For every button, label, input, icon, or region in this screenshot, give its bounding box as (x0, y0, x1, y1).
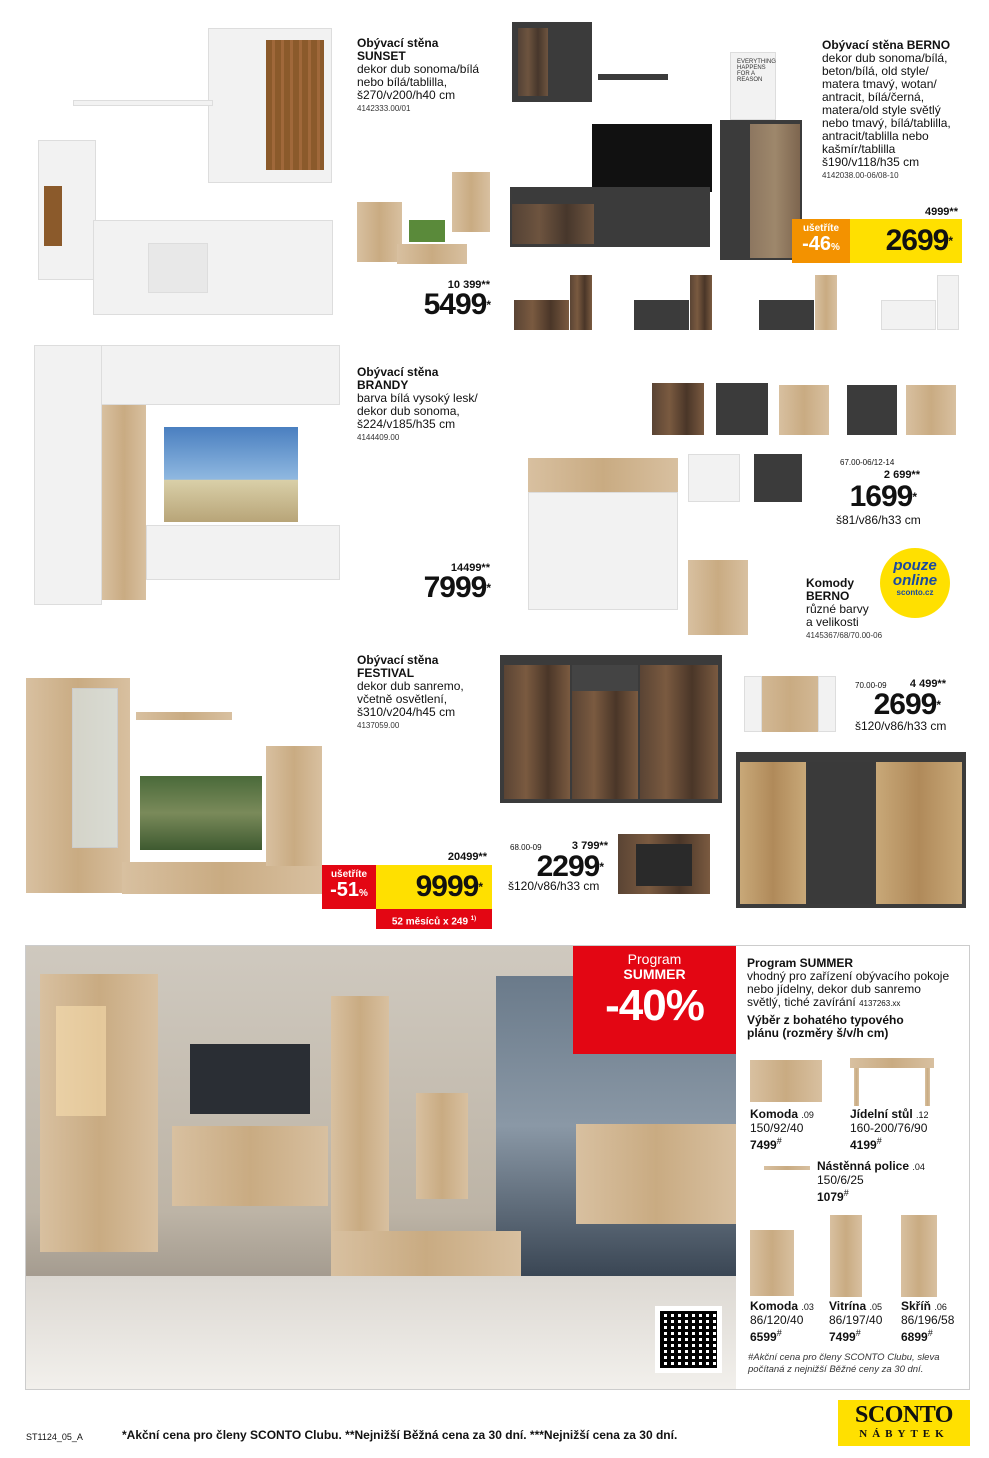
sunset-product-image (38, 28, 338, 318)
summer-komoda-09-image (750, 1060, 822, 1102)
sunset-title: Obývací stěna (357, 36, 439, 50)
summer-item-skrin: Skříň .06 86/196/58 6899# (901, 1299, 955, 1344)
brandy-dims: š224/v185/h35 cm (357, 417, 456, 431)
light-dresser-dims: š120/v86/h33 cm (855, 719, 947, 733)
summer-item-komoda-09: Komoda .09 150/92/40 7499# (750, 1107, 814, 1152)
berno-info (822, 39, 982, 180)
sunset-code: 4142333.00/01 (357, 104, 411, 113)
festival-product-image (26, 672, 326, 902)
light-dresser-code-range: 70.00-09 (855, 681, 887, 690)
komody-code: 4145367/68/70.00-06 (806, 631, 883, 640)
summer-item-dining-table: Jídelní stůl .12 160-200/76/90 4199# (850, 1107, 929, 1152)
sunset-price: 5499* (423, 288, 490, 321)
summer-item-komoda-03: Komoda .03 86/120/40 6599# (750, 1299, 814, 1344)
brandy-price: 7999* (423, 571, 490, 604)
online-badge-line2: online (892, 572, 938, 589)
dark-dresser-price: 2299* (536, 850, 603, 883)
sconto-logo-text: SCONTO (855, 1402, 953, 1428)
brandy-old-price: 14499** (450, 562, 490, 574)
berno-desc-2: beton/bílá, old style/ (822, 64, 929, 78)
brandy-name: BRANDY (357, 378, 409, 392)
festival-code: 4137059.00 (357, 721, 400, 730)
berno-desc-3: matera tmavý, wotan/ (822, 77, 937, 91)
komody-old-price: 2 699** (883, 469, 920, 481)
online-badge-line1: pouze (893, 557, 937, 574)
sunset-name: SUNSET (357, 49, 406, 63)
komody-price: 1699* (849, 480, 916, 513)
komody-dims: š81/v86/h33 cm (836, 513, 921, 527)
summer-subtitle-2: plánu (rozměry š/v/h cm) (747, 1026, 889, 1040)
sunset-desc-2: nebo bílá/tablilla, (357, 75, 448, 89)
berno-title: Obývací stěna BERNO (822, 38, 951, 52)
summer-discount-badge (573, 946, 736, 1054)
summer-badge-line2: SUMMER (623, 966, 686, 982)
berno-desc-1: dekor dub sonoma/bílá, (822, 51, 948, 65)
brandy-desc: barva bílá vysoký lesk/ (357, 391, 478, 405)
berno-variant-thumbnails (514, 270, 964, 336)
sconto-logo-subtext: NÁBYTEK (859, 1428, 949, 1440)
sunset-info (357, 37, 497, 113)
berno-desc-8: kašmír/tablilla (822, 142, 896, 156)
summer-vitrina-image (830, 1215, 862, 1297)
sunset-dims: š270/v200/h40 cm (357, 88, 456, 102)
komody-code-range: 67.00-06/12-14 (840, 458, 895, 467)
brandy-desc-2: dekor dub sonoma, (357, 404, 460, 418)
berno-old-price: 4999** (924, 206, 958, 218)
festival-name: FESTIVAL (357, 666, 415, 680)
brandy-info (357, 366, 507, 442)
berno-desc-6: nebo tmavý, bílá/tablilla, (822, 116, 951, 130)
summer-title: Program SUMMER (747, 956, 854, 970)
light-dresser-image (736, 752, 966, 912)
summer-item-vitrina: Vitrína .05 86/197/40 7499# (829, 1299, 883, 1344)
berno-save-label: ušetříte (802, 223, 840, 234)
light-dresser-price: 2699* (873, 688, 940, 721)
footer-page-code: ST1124_05_A (26, 1432, 83, 1442)
komody-desc: různé barvy (806, 602, 869, 616)
brandy-title: Obývací stěna (357, 365, 439, 379)
festival-installment: 52 měsíců x 249 $^{1)}$ (376, 909, 492, 929)
festival-save-label: ušetříte (330, 869, 368, 880)
summer-komoda-03-image (750, 1230, 794, 1296)
festival-title: Obývací stěna (357, 653, 439, 667)
summer-dining-table-image (850, 1058, 934, 1106)
summer-badge-pct: -40% (605, 981, 704, 1030)
berno-price: 2699* (850, 219, 962, 263)
light-dresser-old-price: 4 499** (909, 678, 946, 690)
dark-dresser-open-image (618, 834, 710, 896)
summer-skrin-image (901, 1215, 937, 1297)
berno-desc-7: antracit/tablilla nebo (822, 129, 929, 143)
festival-desc: dekor dub sanremo, (357, 679, 464, 693)
brandy-product-image (34, 345, 344, 607)
summer-desc-2: nebo jídelny, dekor dub sanremo (747, 982, 921, 996)
summer-subtitle: Výběr z bohatého typového (747, 1013, 904, 1027)
summer-badge-line1: Program (627, 951, 682, 967)
berno-save-badge (792, 219, 850, 263)
light-dresser-open-image (744, 676, 836, 734)
festival-dims: š310/v204/h45 cm (357, 705, 456, 719)
summer-desc-3: světlý, tiché zavírání 4137263.xx (747, 995, 901, 1009)
online-only-badge (880, 548, 950, 618)
qr-code[interactable] (655, 1306, 722, 1373)
summer-item-wall-shelf: Nástěnná police .04 150/6/25 1079# (817, 1159, 925, 1204)
berno-decor-frame-text: EVERYTHING HAPPENS FOR A REASON (730, 52, 776, 120)
online-badge-url: sconto.cz (896, 588, 934, 597)
komody-name: BERNO (806, 589, 850, 603)
dark-dresser-code-range: 68.00-09 (510, 843, 542, 852)
sconto-logo (838, 1400, 970, 1446)
berno-desc-5: matera/old style světlý (822, 103, 941, 117)
summer-info (747, 957, 967, 1040)
summer-code: 4137263.xx (859, 999, 901, 1008)
berno-product-image (510, 22, 810, 262)
festival-info (357, 654, 507, 730)
berno-code: 4142038.00-06/08-10 (822, 171, 899, 180)
dark-dresser-image (500, 655, 722, 805)
komody-title: Komody (806, 576, 854, 590)
footer-disclaimer: *Akční cena pro členy SCONTO Clubu. **Nejnižší Běžná cena za 30 dní. ***Nejnižší cena za 30 dní. (122, 1428, 678, 1442)
sunset-desc: dekor dub sonoma/bílá (357, 62, 480, 76)
festival-save-badge (322, 865, 376, 909)
dark-dresser-old-price: 3 799** (571, 840, 608, 852)
summer-wall-shelf-image (764, 1166, 810, 1170)
sunset-variant-thumbnail (357, 172, 490, 268)
festival-save-pct: -51% (330, 879, 368, 901)
berno-dims: š190/v118/h35 cm (822, 155, 920, 169)
komody-desc-2: a velikosti (806, 615, 859, 629)
festival-price: 9999* (376, 865, 492, 909)
berno-desc-4: antracit, bílá/černá, (822, 90, 925, 104)
festival-desc-2: včetně osvětlení, (357, 692, 448, 706)
summer-desc: vhodný pro zařízení obývacího pokoje (747, 969, 950, 983)
sunset-old-price: 10 399** (447, 279, 490, 291)
summer-footnote: #Akční cena pro členy SCONTO Clubu, sleva počítaná z nejnižší Běžné ceny za 30 dní. (748, 1352, 940, 1375)
brandy-code: 4144409.00 (357, 433, 400, 442)
dark-dresser-dims: š120/v86/h33 cm (508, 879, 600, 893)
berno-save-pct: -46% (802, 233, 840, 255)
festival-old-price: 20499** (447, 851, 487, 863)
